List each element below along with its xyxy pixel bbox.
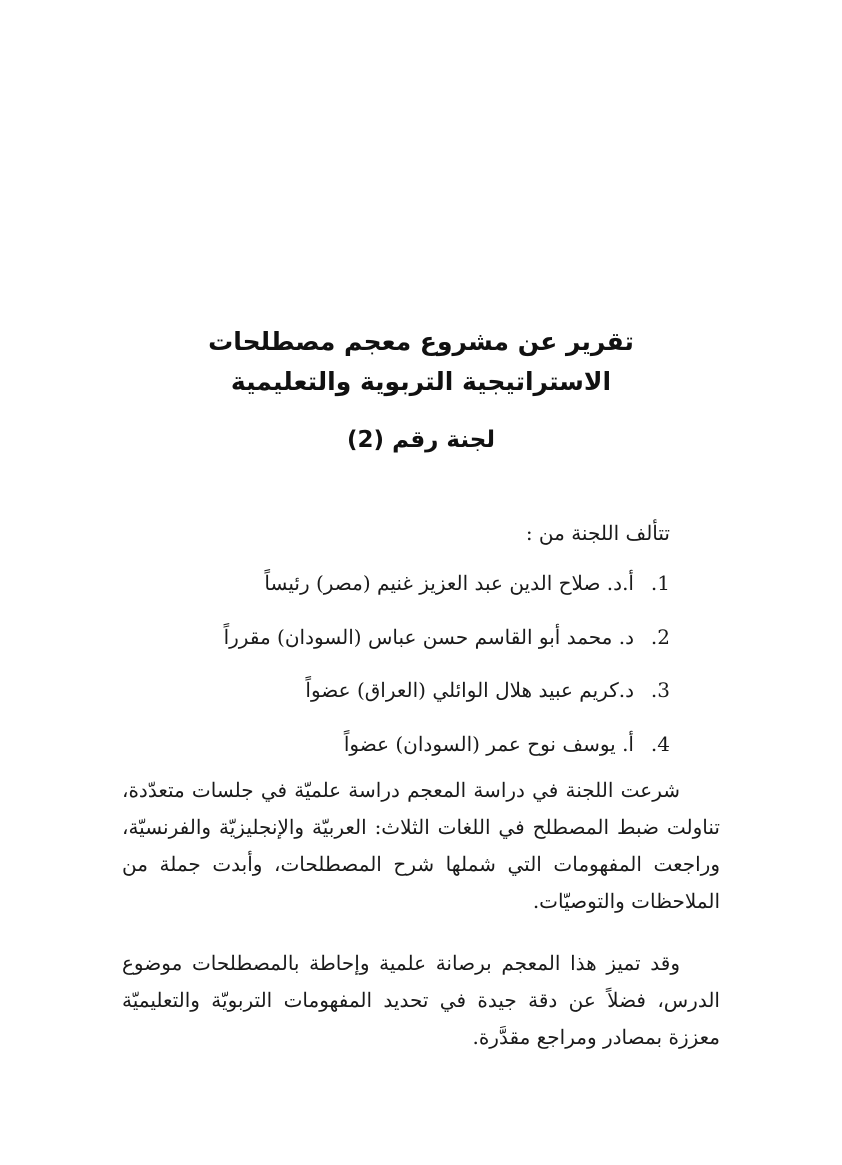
member-number: 2. (650, 624, 670, 649)
paragraph-evaluation: وقد تميز هذا المعجم برصانة علمية وإحاطة بالمصطلحات موضوع الدرس، فضلاً عن دقة جيدة في تحديد المفهومات التربويّة والتعليميّة معززة بمصادر ومراجع مقدَّرة. (122, 951, 720, 1049)
member-item (224, 622, 670, 676)
committee-intro: تتألف اللجنة من : (525, 521, 670, 545)
committee-label: لجنة رقم (2) (347, 427, 495, 453)
member-number: 1. (650, 571, 670, 595)
member-number: 3. (650, 678, 670, 702)
members-list (224, 568, 670, 782)
report-title-block (0, 322, 842, 458)
member-item (224, 568, 670, 622)
member-text: أ. يوسف نوح عمر (السودان) عضواً (343, 731, 634, 756)
report-title-line-1: تقرير عن مشروع معجم مصطلحات (208, 327, 634, 356)
member-text: د.كريم عبيد هلال الوائلي (العراق) عضواً (305, 678, 634, 702)
report-title-line-2: الاستراتيجية التربوية والتعليمية (230, 367, 612, 396)
paragraph-study: شرعت اللجنة في دراسة المعجم دراسة علميّة في جلسات متعدّدة، تناولت ضبط المصطلح في اللغات الثلاث: العربيّة والإنجليزيّة والفرنسيّة، وراجعت المفهومات التي شملها شرح المصطلحات، وأبدت جملة من الملاحظات والتوصيّات. (122, 778, 720, 913)
member-text: أ.د. صلاح الدين عبد العزيز غنيم (مصر) رئيساً (264, 571, 634, 595)
member-text: د. محمد أبو القاسم حسن عباس (السودان) مقرراً (223, 624, 634, 649)
member-number: 4. (650, 731, 670, 756)
member-item (224, 675, 670, 729)
